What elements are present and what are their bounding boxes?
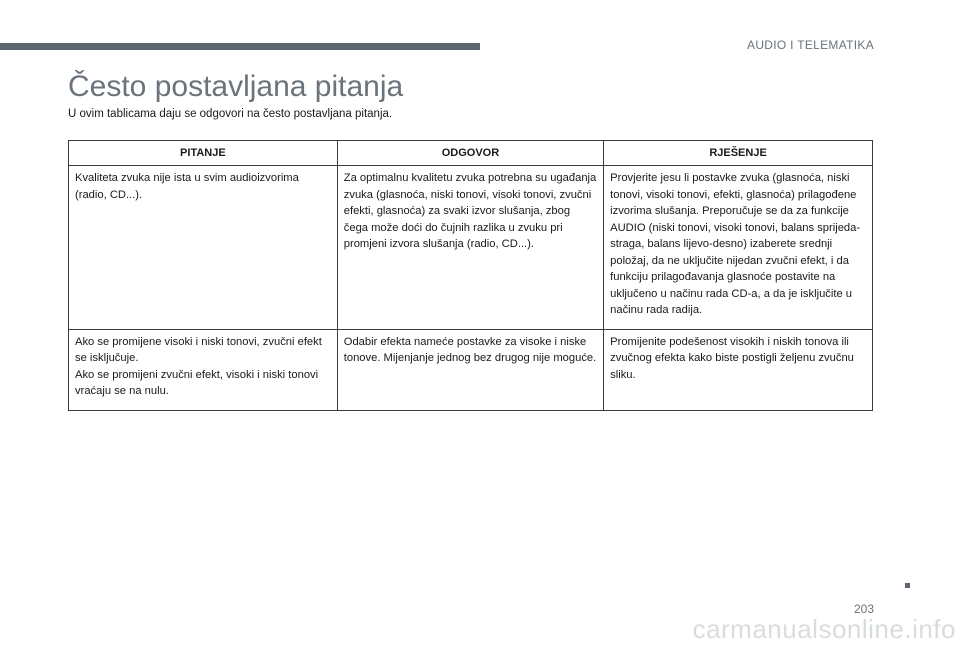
solution-cell: Provjerite jesu li postavke zvuka (glasnoća, niski tonovi, visoki tonovi, efekti, glasnoća) prilagođene izvorima slušanja. Preporučuje se da za funkcije AUDIO (niski tonovi, visoki tonovi, balans sprijeda-straga, balans lijevo-desno) izaberete srednji položaj, da ne uključite nijedan zvučni efekt, i da funkciju prilagođavanja glasnoće postavite na uključeno u načinu rada CD-a, a da je isključite u načinu rada radija. (604, 166, 873, 330)
column-header-solution: RJEŠENJE (604, 141, 873, 166)
answer-cell: Za optimalnu kvalitetu zvuka potrebna su ugađanja zvuka (glasnoća, niski tonovi, visoki tonovi, zvučni efekti, glasnoća) za svaki izvor slušanja, zbog čega može doći do čujnih razlika u zvuku pri promjeni izvora slušanja (radio, CD...). (337, 166, 603, 330)
solution-cell: Promijenite podešenost visokih i niskih tonova ili zvučnog efekta kako biste postigli željenu zvučnu sliku. (604, 329, 873, 410)
answer-cell: Odabir efekta nameće postavke za visoke i niske tonove. Mijenjanje jednog bez drugog nije moguće. (337, 329, 603, 410)
page-number: 203 (853, 602, 874, 616)
table-row (69, 329, 873, 410)
faq-table (68, 140, 873, 411)
page-marker-dot (905, 583, 910, 588)
question-line: Ako se promijeni zvučni efekt, visoki i niski tonovi vraćaju se na nulu. (75, 368, 319, 397)
intro-text: U ovim tablicama daju se odgovori na često postavljana pitanja. (68, 108, 393, 120)
header-bar (0, 43, 480, 50)
question-line: Ako se promijene visoki i niski tonovi, zvučni efekt se isključuje. (75, 335, 322, 364)
watermark: carmanualsonline.info (692, 614, 956, 644)
table-header-row (69, 141, 873, 166)
question-cell (69, 329, 338, 410)
section-label: AUDIO I TELEMATIKA (747, 38, 874, 52)
table-row (69, 166, 873, 330)
question-cell: Kvaliteta zvuka nije ista u svim audioizvorima (radio, CD...). (69, 166, 338, 330)
column-header-question: PITANJE (69, 141, 338, 166)
column-header-answer: ODGOVOR (337, 141, 603, 166)
page-title: Često postavljana pitanja (68, 70, 404, 103)
